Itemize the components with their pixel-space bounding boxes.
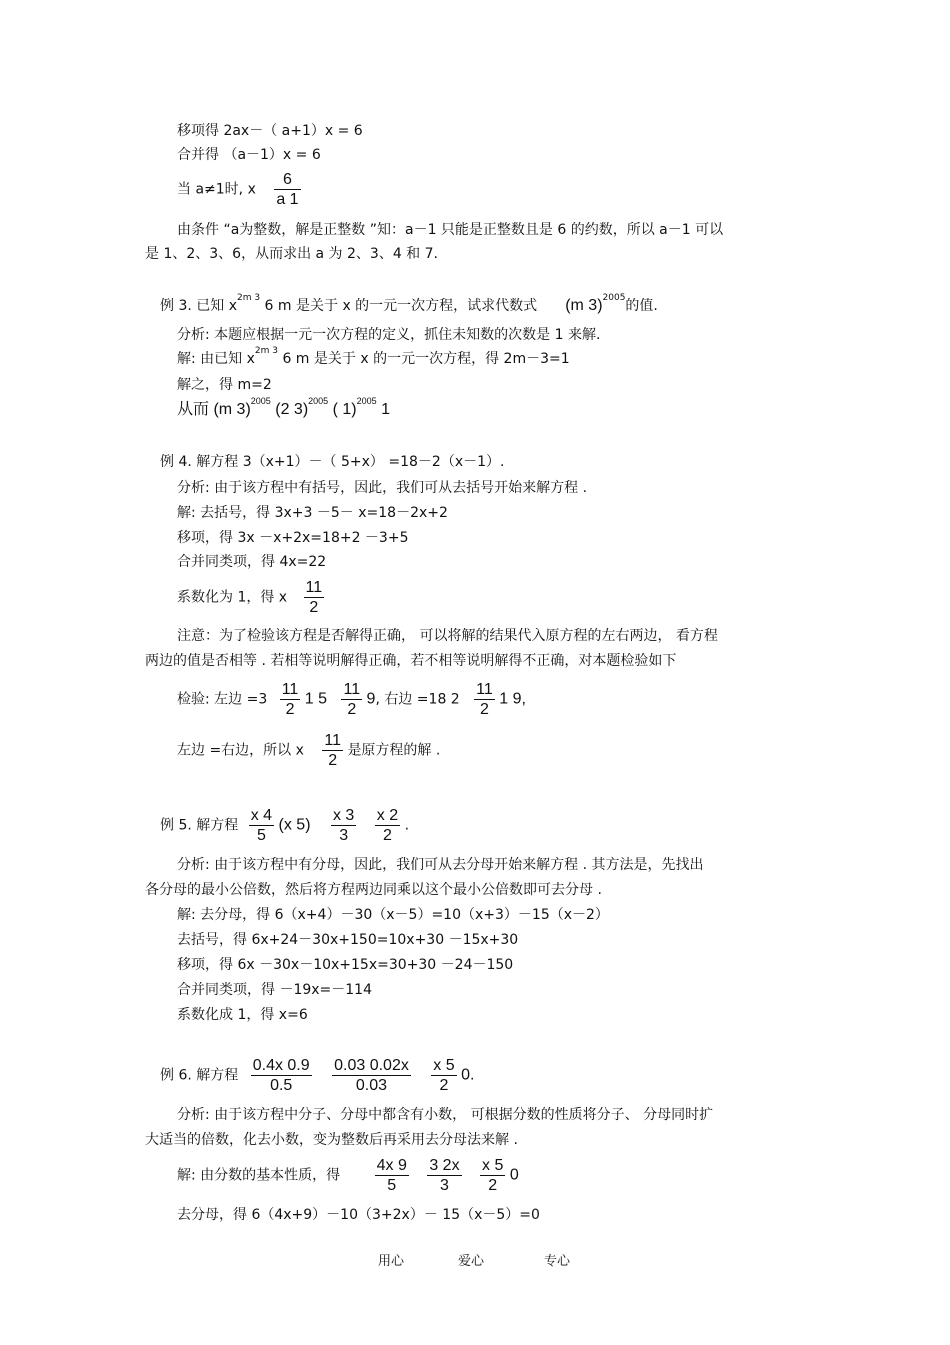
footer-2: 爱心	[458, 1254, 485, 1269]
example-3-title: 例 3. 已知 $x^{2m 3}$ 6 m 是关于 x 的一元一次方程，试求代数式 (m 3)$^{2005}$的值.	[160, 293, 658, 314]
example-4-step-2: 移项，得 3x －x+2x=18+2 －3+5	[177, 530, 409, 546]
example-3-analysis: 分析: 本题应根据一元一次方程的定义，抓住未知数的次数是 1 来解.	[177, 327, 601, 343]
fraction: $\frac{11}{2}$	[305, 579, 323, 616]
example-5-step-2: 去括号，得 6x+24－30x+150=10x+30 －15x+30	[177, 932, 519, 948]
example-4-note-1: 注意：为了检验该方程是否解得正确， 可以将解的结果代入原方程的左右两边， 看方程	[177, 628, 718, 644]
example-5-step-1: 解: 去分母，得 6（x+4）－30（x－5）=10（x+3）－15（x－2）	[177, 907, 609, 923]
example-5-step-5: 系数化成 1，得 x=6	[177, 1007, 308, 1023]
example-4-check: 检验: 左边 =3 $\frac{11}{2}$ 1 5 $\frac{11}{2}$ 9, 右边 =18 2 $\frac{11}{2}$ 1 9,	[177, 681, 526, 718]
example-6-step-2: 去分母，得 6（4x+9）－10（3+2x）－ 15（x－5）=0	[177, 1207, 540, 1223]
example-4-step-4: 系数化为 1，得 x $\frac{11}{2}$	[177, 579, 323, 616]
line-when	[177, 170, 301, 209]
example-4-step-1: 解: 去括号，得 3x+3 －5－ x=18－2x+2	[177, 505, 448, 521]
example-3-result: 从而 (m 3)$^{2005}$ (2 3)$^{2005}$ ( 1)$^{2005}$ 1	[177, 396, 391, 418]
example-5-step-3: 移项，得 6x －30x－10x+15x=30+30 －24－150	[177, 957, 514, 973]
example-3-solve: 解之，得 m=2	[177, 377, 272, 393]
example-4-conclusion: 左边 =右边，所以 x $\frac{11}{2}$ 是原方程的解 .	[177, 732, 441, 769]
text: 当 a≠1时, x	[177, 181, 256, 198]
footer-3: 专心	[544, 1254, 571, 1269]
example-6-analysis-2: 大适当的倍数，化去小数，变为整数后再采用去分母法来解 .	[145, 1132, 518, 1148]
footer-1: 用心	[378, 1254, 405, 1269]
example-4-analysis: 分析: 由于该方程中有括号，因此，我们可从去括号开始来解方程 .	[177, 480, 588, 496]
example-6-step-1: 解: 由分数的基本性质，得 $\frac{4x 9}{5}$ $\frac{3 2x}{3}$ $\frac{x 5}{2}$ 0	[177, 1157, 519, 1194]
example-5-title: 例 5. 解方程 $\frac{x 4}{5}$ (x 5) $\frac{x 3}{3}$ $\frac{x 2}{2}$ .	[160, 807, 410, 844]
line-condition-2: 是 1、2、3、6，从而求出 a 为 2、3、4 和 7.	[145, 246, 438, 262]
example-4-note-2: 两边的值是否相等 . 若相等说明解得正确，若不相等说明解得不正确，对本题检验如下	[145, 653, 677, 669]
example-4-step-3: 合并同类项，得 4x=22	[177, 554, 327, 570]
example-6-title: 例 6. 解方程 $\frac{0.4x 0.9}{0.5}$ $\frac{0.03 0.02x}{0.03}$ $\frac{x 5}{2}$ 0.	[160, 1057, 475, 1094]
fraction: $\frac{6}{a 1}$	[276, 171, 299, 208]
example-5-analysis-1: 分析: 由于该方程中有分母，因此，我们可从去分母开始来解方程 . 其方法是，先找出	[177, 857, 704, 873]
example-5-step-4: 合并同类项，得 －19x=－114	[177, 982, 373, 998]
line-condition: 由条件 “a为整数，解是正整数 ”知：a－1 只能是正整数且是 6 的约数，所以 a－1 可以	[177, 222, 724, 238]
example-6-analysis-1: 分析: 由于该方程中分子、分母中都含有小数， 可根据分数的性质将分子、 分母同时扩	[177, 1107, 714, 1123]
line-transpose: 移项得 2ax－（ a+1）x = 6	[177, 123, 363, 139]
example-3-solution: 解: 由已知 $x^{2m 3}$ 6 m 是关于 x 的一元一次方程，得 2m－3=1	[177, 346, 570, 367]
example-4-title: 例 4. 解方程 3（x+1）－（ 5+x） =18－2（x－1）.	[160, 454, 505, 470]
line-combine: 合并得 （a－1）x = 6	[177, 147, 321, 163]
example-5-analysis-2: 各分母的最小公倍数，然后将方程两边同乘以这个最小公倍数即可去分母 .	[145, 882, 602, 898]
